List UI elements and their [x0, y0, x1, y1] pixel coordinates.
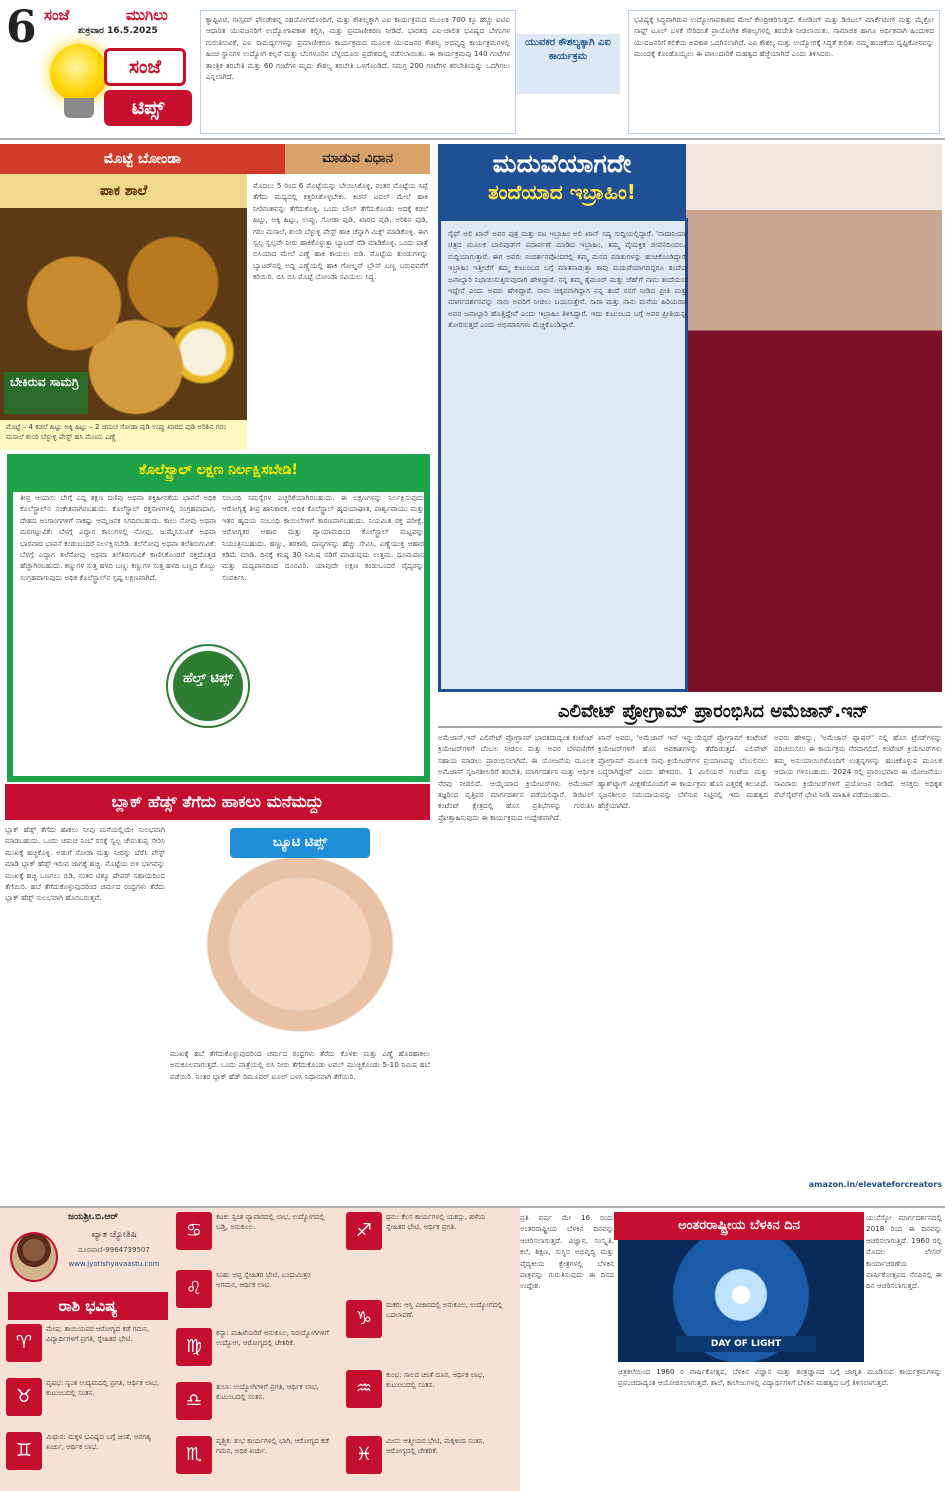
astrologer-avatar: [10, 1232, 58, 1282]
horoscope-sign-simha: [176, 1270, 334, 1308]
ingredients-list: ಮೊಟ್ಟೆ – 4 ಕಡಲೆ ಹಿಟ್ಟು ಅಕ್ಕಿ ಹಿಟ್ಟು – 2 ಚಮಚ ಸೋಡಾ ಪುಡಿ ಉಪ್ಪು ಖಾರದ ಪುಡಿ ಅರಿಶಿನ ಗರಂ ಮಸಾಲೆ ಶುಂಠಿ ಬೆಳ್ಳುಳ್ಳಿ ಪೇಸ್ಟ್ ಹಸಿ ಮೆಣಸು ಎಣ್ಣೆ: [0, 420, 247, 450]
horoscope-sign-dhanu: [346, 1212, 504, 1250]
top-news-column-2: ಭವಿಷ್ಯಕ್ಕೆ ಸಿದ್ಧವಾಗಿರುವ ಉದ್ಯೋಗಾವಕಾಶದ ಮೇಲೆ ಕೇಂದ್ರೀಕರಿಸುತ್ತದೆ. ಕೋಡಿಂಗ್ ಮತ್ತು ಡಿಜಿಟಲ್ ಮಾರ್ಕೆಟಿಂಗ್ ಮತ್ತು ಮೈಕ್ರೋ ಸಾಫ್ಟ್ ಟೂಲ್ ಬಳಕೆ ಸೇರಿದಂತೆ ಪ್ರಾಯೋಗಿಕ ಕೌಶಲ್ಯಗಳಲ್ಲಿ ತರಬೇತಿ ನೀಡಲಾಯಿತು. ಸಾಮಾಜಿಕ ಹಾಗೂ ಆರ್ಥಿಕವಾಗಿ ಹಿಂದುಳಿದ ಯುವಜನರಿಗೆ ಕಲಿಕೆಯ ಅವಕಾಶ ಒದಗಿಸಲಾಗಿದೆ. ಎಐ ಕೌಶಲ್ಯ ಮತ್ತು ಉದ್ಯೋಗಕ್ಕೆ ಸಿದ್ಧತೆ ಕುರಿತು ನಮ್ಮ ಹಂಚಿಕೆಯ ದೃಷ್ಟಿಕೋನವನ್ನು ಮುಂದಕ್ಕೆ ಕೊಂಡೊಯ್ಯಲು ಈ ಪಾಲುದಾರಿಕೆ ಮಹತ್ವದ ಹೆಜ್ಜೆಯಾಗಿದೆ ಎಂದು ತಿಳಿಸಿದರು.: [628, 10, 940, 134]
horoscope-text: ವೃಷಭ: ಸ್ವಂತ ಉದ್ಯಮದಲ್ಲಿ ಪ್ರಗತಿ, ಆರ್ಥಿಕ ಲಾಭ, ಕುಟುಂಬದಲ್ಲಿ ಸಂತಸ.: [46, 1379, 160, 1397]
horoscope-text: ಮಕರ: ಆಸ್ತಿ ವಿಚಾರದಲ್ಲಿ ಅನುಕೂಲ, ಉದ್ಯೋಗದಲ್ಲಿ ಬದಲಾವಣೆ.: [386, 1301, 503, 1319]
amazon-column-1: ಅಮೆಜಾನ್.ಇನ್ ಎಲಿವೇಟ್ ಪ್ರೋಗ್ರಾಮ್ ಭಾರತದಾದ್ಯಂತ ಕಂಟೆಂಟ್ ಕ್ರಿಯೇಟರ್‌ಗಳಿಗೆ ಬೆಂಬಲ ನೀಡಲು ಮತ್ತು ಅವರ ಬೆಳವಣಿಗೆಗೆ ಸಹಾಯ ಮಾಡಲು ಪ್ರಾರಂಭಿಸಲಾಗಿದೆ. ಈ ಯೋಜನೆಯ ಮೂಲಕ ಅಮೆಜಾನ್ ಸೃಜನಶೀಲರಿಗೆ ತರಬೇತಿ, ಮಾರ್ಗದರ್ಶನ ಮತ್ತು ಆರ್ಥಿಕ ನೆರವು ನೀಡಲಿದೆ. ಆಯ್ಕೆಯಾದ ಕ್ರಿಯೇಟರ್‌ಗಳು ಅಮೆಜಾನ್ ತಜ್ಞರಿಂದ ವೃತ್ತಿಪರ ಮಾರ್ಗದರ್ಶನ ಪಡೆಯಲಿದ್ದಾರೆ. ಡಿಜಿಟಲ್ ಕಂಟೆಂಟ್ ಕ್ಷೇತ್ರದಲ್ಲಿ ಹೊಸ ಪ್ರತಿಭೆಗಳನ್ನು ಗುರುತಿಸಿ ಪ್ರೋತ್ಸಾಹಿಸುವುದು ಈ ಕಾರ್ಯಕ್ರಮದ ಉದ್ದೇಶವಾಗಿದೆ.: [438, 733, 594, 822]
gemini-icon: ♊: [6, 1432, 42, 1470]
horoscope-sign-mesha: [6, 1324, 164, 1362]
horoscope-sign-vrishabha: [6, 1378, 164, 1416]
horoscope-sign-kataka: [176, 1212, 334, 1250]
amazon-link[interactable]: amazon.in/elevateforcreators: [808, 1180, 942, 1189]
horoscope-sign-kumbha: [346, 1370, 504, 1408]
light-day-column-1: ಪ್ರತಿ ವರ್ಷ ಮೇ 16 ರಂದು ಅಂತರರಾಷ್ಟ್ರೀಯ ಬೆಳಕಿನ ದಿನವನ್ನು ಆಚರಿಸಲಾಗುತ್ತದೆ. ವಿಜ್ಞಾನ, ಸಂಸ್ಕೃತಿ, ಕಲೆ, ಶಿಕ್ಷಣ, ಸುಸ್ಥಿರ ಅಭಿವೃದ್ಧಿ ಮತ್ತು ವೈದ್ಯಕೀಯ ಕ್ಷೇತ್ರಗಳಲ್ಲಿ ಬೆಳಕಿನ ಪಾತ್ರವನ್ನು ಗುರುತಿಸುವುದು ಈ ದಿನದ ಉದ್ದೇಶ.: [520, 1213, 614, 1291]
blackheads-column-2: ಮುಖಕ್ಕೆ ಹಬೆ ತೆಗೆದುಕೊಳ್ಳುವುದರಿಂದ ಚರ್ಮದ ರಂಧ್ರಗಳು ತೆರೆದು ಕೊಳಕು ಮತ್ತು ಎಣ್ಣೆ ಹೊರಹಾಕಲು ಅನುಕೂಲವಾಗುತ್ತದೆ. ಒಂದು ಪಾತ್ರೆಯಲ್ಲಿ ಬಿಸಿ ನೀರು ತೆಗೆದುಕೊಂಡು ಟವಲ್ ಮುಚ್ಚಿಕೊಂಡು 5-10 ನಿಮಿಷ ಹಬೆ ಪಡೆಯಿರಿ. ನಂತರ ಬ್ಲಾಕ್ ಹೆಡ್ ರಿಮೂವರ್ ಟೂಲ್ ಬಳಸಿ ನಿಧಾನವಾಗಿ ತೆಗೆಯಿರಿ.: [170, 1049, 430, 1081]
snack-method-text: ಮೊದಲು 5 ರಿಂದ 6 ಮೊಟ್ಟೆಯನ್ನು ಬೇಯಿಸಿಕೊಳ್ಳಿ, ನಂತರ ಮೊಟ್ಟೆಯ ಸಿಪ್ಪೆ ತೆಗೆದು ಮಧ್ಯದಲ್ಲಿ ಕತ್ತರಿಸಿಕೊಳ್ಳಬೇಕು. ಕಿಚನ್ ಟವಲ್ ಮೇಲೆ ಹಾಕಿ ನೀರಿನಂಶವನ್ನು ತೆಗೆದುಕೊಳ್ಳಿ. ಒಂದು ಬೌಲ್ ತೆಗೆದುಕೊಂಡು ಅದಕ್ಕೆ ಕಡಲೆ ಹಿಟ್ಟು, ಅಕ್ಕಿ ಹಿಟ್ಟು, ಉಪ್ಪು, ಸೋಡಾ ಪುಡಿ, ಖಾರದ ಪುಡಿ, ಅರಿಶಿನ ಪುಡಿ, ಗರಂ ಮಸಾಲೆ, ಶುಂಠಿ ಬೆಳ್ಳುಳ್ಳಿ ಪೇಸ್ಟ್ ಹಾಕಿ ಚೆನ್ನಾಗಿ ಮಿಕ್ಸ್ ಮಾಡಿಕೊಳ್ಳಿ. ಈಗ ಸ್ವಲ್ಪ ಸ್ವಲ್ಪವೇ ನೀರು ಹಾಕಿಕೊಳ್ಳುತ್ತಾ ಬ್ಯಾಟರ್ ರೆಡಿ ಮಾಡಿಕೊಳ್ಳಿ. ಒಂದು ಪಾತ್ರೆ ಬಿಸಿಯಾದ ಮೇಲೆ ಎಣ್ಣೆ ಹಾಕಿ ಕಾಯಲು ಬಿಡಿ. ಮೊಟ್ಟೆಯ ತುಂಡುಗಳನ್ನು ಬ್ಯಾಟರ್‌ನಲ್ಲಿ ಅದ್ದಿ ಎಣ್ಣೆಯಲ್ಲಿ ಹಾಕಿ ಗೋಲ್ಡನ್ ಬ್ರೌನ್ ಬಣ್ಣ ಬರುವವರೆಗೆ ಕರಿಯಿರಿ. ಬಿಸಿ ಬಿಸಿ ಮೊಟ್ಟೆ ಬೋಂಡಾ ಸವಿಯಲು ಸಿದ್ಧ.: [253, 181, 428, 282]
scorpio-icon: ♏: [176, 1436, 212, 1474]
ibrahim-headline: ಮದುವೆಯಾಗದೇ: [438, 144, 686, 218]
ibrahim-article: ಸೈಫ್ ಅಲಿ ಖಾನ್ ಅವರ ಪುತ್ರ ಮತ್ತು ನಟ ಇಬ್ರಾಹಿಂ ಅಲಿ ಖಾನ್ ಸದ್ಯ ಸುದ್ದಿಯಲ್ಲಿದ್ದಾರೆ. 'ನಾದಾನಿಯಾ' ಚಿತ್ರದ ಮೂಲಕ ಬಾಲಿವುಡ್‌ಗೆ ಪದಾರ್ಪಣೆ ಮಾಡಿದ ಇಬ್ರಾಹಿಂ, ತಮ್ಮ ವೈಯಕ್ತಿಕ ಜೀವನದಿಂದಲೂ ಸುದ್ದಿಯಾಗುತ್ತಾರೆ. ಈಗ ಅವರು ಸಂದರ್ಶನವೊಂದರಲ್ಲಿ ತಮ್ಮ ಮನದ ಮಾತುಗಳನ್ನು ಹಂಚಿಕೊಂಡಿದ್ದಾರೆ. ಇಬ್ರಾಹಿಂ ಇತ್ತೀಚೆಗೆ ತಮ್ಮ ಕುಟುಂಬದ ಬಗ್ಗೆ ಮಾತನಾಡುತ್ತಾ ತಾವು ಮದುವೆಯಾಗದಿದ್ದರೂ ತಂದೆಯ ಜವಾಬ್ದಾರಿ ನಿಭಾಯಿಸುತ್ತಿರುವುದಾಗಿ ಹೇಳಿದ್ದಾರೆ. ನನ್ನ ತಮ್ಮ ತೈಮೂರ್ ಮತ್ತು ಜೆಹ್‌ಗೆ ನಾನು ತಂದೆಯಂತೆ ಇದ್ದೇನೆ ಎಂದು ಅವರು ಹೇಳಿದ್ದಾರೆ. ನಾನು ಚಿಕ್ಕವನಾಗಿದ್ದಾಗ ನನ್ನ ತಂದೆ ನನಗೆ ನೀಡಿದ ಪ್ರೀತಿ ಮತ್ತು ಮಾರ್ಗದರ್ಶನವನ್ನು ನಾನು ಅವರಿಗೆ ನೀಡಲು ಬಯಸುತ್ತೇನೆ. ಸಾರಾ ಮತ್ತು ನಾನು ಮನೆಯ ಹಿರಿಯರಾಗಿ ಅವರ ಜವಾಬ್ದಾರಿ ಹೊತ್ತಿದ್ದೇವೆ ಎಂದು ಇಬ್ರಾಹಿಂ ತಿಳಿಸಿದ್ದಾರೆ. ಇದು ಕುಟುಂಬದ ಬಗ್ಗೆ ಅವರ ಪ್ರೀತಿಯನ್ನು ತೋರಿಸುತ್ತದೆ ಎಂದು ಅಭಿಮಾನಿಗಳು ಮೆಚ್ಚಿಕೊಂಡಿದ್ದಾರೆ.: [448, 229, 688, 330]
ibrahim-subheadline: ತಂದೆಯಾದ ಇಬ್ರಾಹಿಂ!: [488, 180, 636, 204]
ibrahim-photo: [680, 144, 942, 692]
horoscope-text: ಕುಂಭ: ಸಾಲದ ಚಿಂತೆ ದೂರ, ಆರ್ಥಿಕ ಲಾಭ, ಕುಟುಂಬದಲ್ಲಿ ಸಂತಸ.: [386, 1371, 485, 1389]
horoscope-text: ವೃಶ್ಚಿಕ: ಶುಭ ಕಾರ್ಯಗಳಲ್ಲಿ ಭಾಗಿ, ಆರೋಗ್ಯದ ಕಡೆ ಗಮನ, ಅಧಿಕ ಖರ್ಚು.: [216, 1437, 329, 1455]
amazon-column-3: ಅವರು ಹೇಳಿದ್ದು, 'ಅಮೆಜಾನ್ ಫ್ಯಾಷನ್' ನಲ್ಲಿ ಹೊಸ ಟ್ರೆಂಡ್‌ಗಳನ್ನು ಪರಿಚಯಿಸಲು ಈ ಕಾರ್ಯಕ್ರಮ ನೆರವಾಗಲಿದೆ. ಕಂಟೆಂಟ್ ಕ್ರಿಯೇಟರ್‌ಗಳು ತಮ್ಮ ಅನುಯಾಯಿಗಳೊಂದಿಗೆ ಉತ್ಪನ್ನಗಳನ್ನು ಹಂಚಿಕೊಳ್ಳುವ ಮೂಲಕ ಆದಾಯ ಗಳಿಸಬಹುದು. 2024 ರಲ್ಲಿ ಪ್ರಾರಂಭವಾದ ಈ ಯೋಜನೆಯು ಸಾವಿರಾರು ಕ್ರಿಯೇಟರ್‌ಗಳಿಗೆ ಪ್ರಯೋಜನ ನೀಡಿದೆ. ಆಸಕ್ತರು ಅಧಿಕೃತ ವೆಬ್‌ಸೈಟ್‌ಗೆ ಭೇಟಿ ನೀಡಿ ಮಾಹಿತಿ ಪಡೆಯಬಹುದು.: [774, 733, 942, 800]
taurus-icon: ♉: [6, 1378, 42, 1416]
light-day-caption: DAY OF LIGHT: [676, 1336, 816, 1352]
page-number: 6: [6, 2, 37, 53]
horoscope-sign-meena: [346, 1436, 504, 1474]
header-divider: [0, 138, 945, 140]
health-tips-badge: ಹೆಲ್ತ್ ಟಿಪ್ಸ್: [168, 646, 248, 726]
tips-subtitle: ಟಿಪ್ಸ್: [104, 90, 192, 126]
blackheads-column-1: ಬ್ಲಾಕ್ ಹೆಡ್ಸ್ ತೆಗೆದು ಹಾಕಲು ನೀವು ಮನೆಯಲ್ಲಿಯೇ ಸುಲಭವಾಗಿ ಮಾಡಬಹುದು. ಒಂದು ಚಮಚ ನಿಂಬೆ ರಸಕ್ಕೆ ಸ್ವಲ್ಪ ಜೇನುತುಪ್ಪ ಸೇರಿಸಿ ಮುಖಕ್ಕೆ ಹಚ್ಚಿಕೊಳ್ಳಿ. ಅಡುಗೆ ಸೋಡಾ ಮತ್ತು ನೀರನ್ನು ಬೆರೆಸಿ ಪೇಸ್ಟ್ ಮಾಡಿ ಬ್ಲಾಕ್ ಹೆಡ್ಸ್ ಇರುವ ಜಾಗಕ್ಕೆ ಹಚ್ಚಿ. ಮೊಟ್ಟೆಯ ಬಿಳಿ ಭಾಗವನ್ನು ಮುಖಕ್ಕೆ ಹಚ್ಚಿ ಒಣಗಲು ಬಿಡಿ, ನಂತರ ಟಿಶ್ಯೂ ಪೇಪರ್ ಸಹಾಯದಿಂದ ತೆಗೆಯಿರಿ. ಹಬೆ ತೆಗೆದುಕೊಳ್ಳುವುದರಿಂದ ಚರ್ಮದ ರಂಧ್ರಗಳು ತೆರೆದು ಬ್ಲಾಕ್ ಹೆಡ್ಸ್ ಸುಲಭವಾಗಿ ಹೊರಬರುತ್ತವೆ.: [5, 825, 165, 903]
youth-ai-box: ಯುವಕರ ಕೌಶಲ್ಯಕ್ಕಾಗಿ ಎಐ ಕಾರ್ಯಕ್ರಮ: [516, 34, 620, 94]
horoscope-text: ಮೀನ: ಆತ್ಮೀಯರ ಭೇಟಿ, ಮಕ್ಕಳಿಂದ ಸಂತಸ, ಆರೋಗ್ಯದಲ್ಲಿ ಚೇತರಿಕೆ.: [386, 1437, 485, 1455]
dateline: ಶುಕ್ರವಾರ 16.5.2025: [78, 26, 158, 36]
cancer-icon: ♋: [176, 1212, 212, 1250]
astrologer-name: ಜಯಶ್ರೀ.ಬಿ.ಆರ್: [67, 1212, 119, 1222]
horoscope-heading: ರಾಶಿ ಭವಿಷ್ಯ: [8, 1292, 168, 1320]
capricorn-icon: ♑: [346, 1300, 382, 1338]
astrologer-phone: ದೂರವಾಣಿ-9964739507: [78, 1246, 150, 1254]
cholesterol-column-1: ತೀವ್ರ ಆಯಾಸ: ಬೇಗ್ಗೆ ಎದ್ದ ತಕ್ಷಣ ದಣಿವು ಅಥವಾ ಶಕ್ತಿಹೀನತೆಯ ಭಾವನೆ ಅಧಿಕ ಕೊಲೆಸ್ಟ್ರಾಲ್‌ನ ಸಂಕೇತವಾಗಿರಬಹುದು. ಕೊಲೆಸ್ಟ್ರಾಲ್ ರಕ್ತನಾಳಗಳಲ್ಲಿ ಸಂಗ್ರಹವಾದಾಗ, ದೇಹದ ಅಂಗಾಂಗಗಳಿಗೆ ಸಾಕಷ್ಟು ಆಮ್ಲಜನಕ ಸಿಗದಿರಬಹುದು. ಕಾಲು ನೋವು ಅಥವಾ ಮರಗಟ್ಟುವಿಕೆ: ಬೆಳಗ್ಗೆ ಎದ್ದಾಗ ಕಾಲುಗಳಲ್ಲಿ ನೋವು, ಜುಮ್ಮೆನಿಸುವಿಕೆ ಅಥವಾ ಭಾರವಾದ ಭಾವನೆ ಕಂಡುಬಂದರೆ ನಿರ್ಲಕ್ಷಿಸಬೇಡಿ. ತಲೆನೋವು ಅಥವಾ ತಲೆತಿರುಗುವಿಕೆ: ಬೆಳಗ್ಗೆ ಎದ್ದಾಗ ತಲೆನೋವು ಅಥವಾ ತಲೆತಿರುಗುವಿಕೆ ಕಾಣಿಸಿಕೊಂಡರೆ ರಕ್ತದೊತ್ತಡ ಹೆಚ್ಚಾಗಿರಬಹುದು. ಕಣ್ಣುಗಳ ಸುತ್ತ ಹಳದಿ ಬಣ್ಣ: ಕಣ್ಣುಗಳ ಸುತ್ತ ಹಳದಿ ಬಣ್ಣದ ಕೊಬ್ಬು ಸಂಗ್ರಹವಾಗುವುದು ಅಧಿಕ ಕೊಲೆಸ್ಟ್ರಾಲ್‌ನ ಸ್ಪಷ್ಟ ಲಕ್ಷಣವಾಗಿದೆ.: [20, 493, 216, 582]
brand-name-part2: ಮುಗಿಲು: [126, 6, 168, 24]
pisces-icon: ♓: [346, 1436, 382, 1474]
aquarius-icon: ♒: [346, 1370, 382, 1408]
astrologer-title: ಖ್ಯಾತ ಜ್ಯೋತಿಷಿ: [91, 1230, 137, 1240]
horoscope-sign-mithuna: [6, 1432, 164, 1470]
snack-title: ಮೊಟ್ಟೆ ಬೋಂಡಾ: [0, 144, 285, 174]
snack-method-label: ಮಾಡುವ ವಿಧಾನ: [285, 144, 430, 174]
ingredients-label: ಬೇಕಿರುವ ಸಾಮಗ್ರಿ: [4, 372, 88, 414]
lightbulb-base-icon: [64, 98, 94, 118]
lightbulb-icon: [50, 44, 108, 102]
tips-title: ಸಂಜೆ: [104, 48, 186, 86]
virgo-icon: ♍: [176, 1328, 212, 1366]
horoscope-text: ಸಿಂಹ: ಆಪ್ತ ಸ್ನೇಹಿತರ ಭೇಟಿ, ಬಂಧುಮಿತ್ರರ ಆಗಮನ, ಆರ್ಥಿಕ ಲಾಭ.: [216, 1271, 311, 1289]
sagittarius-icon: ♐: [346, 1212, 382, 1250]
horoscope-sign-vrischika: [176, 1436, 334, 1474]
kitchen-label: ಪಾಕ ಶಾಲೆ: [0, 174, 247, 208]
cholesterol-column-2: ಸಂಬಂಧಿ ಸಮಸ್ಯೆಗಳ ಎಚ್ಚರಿಕೆಯಾಗಿರಬಹುದು. ಈ ಲಕ್ಷಣಗಳನ್ನು ನಿರ್ಲಕ್ಷಿಸುವುದು ಆರೋಗ್ಯಕ್ಕೆ ತೀವ್ರ ಹಾನಿಕಾರಕ. ಅಧಿಕ ಕೊಲೆಸ್ಟ್ರಾಲ್ ಹೃದಯಾಘಾತ, ಪಾರ್ಶ್ವವಾಯು ಮತ್ತು ಇತರ ಹೃದಯ ಸಂಬಂಧಿ ಕಾಯಿಲೆಗಳಿಗೆ ಕಾರಣವಾಗಬಹುದು. ನಿಯಮಿತ ರಕ್ತ ಪರೀಕ್ಷೆ, ಆರೋಗ್ಯಕರ ಆಹಾರ ಮತ್ತು ವ್ಯಾಯಾಮದಿಂದ ಕೊಲೆಸ್ಟ್ರಾಲ್ ಮಟ್ಟವನ್ನು ನಿಯಂತ್ರಿಸಬಹುದು. ಹಣ್ಣು, ತರಕಾರಿ, ಧಾನ್ಯಗಳನ್ನು ಹೆಚ್ಚು ಸೇವಿಸಿ, ಎಣ್ಣೆಯುಕ್ತ ಆಹಾರ ಕಡಿಮೆ ಮಾಡಿ. ದಿನಕ್ಕೆ ಕನಿಷ್ಠ 30 ನಿಮಿಷ ನಡಿಗೆ ಮಾಡುವುದು ಉತ್ತಮ. ಧೂಮಪಾನ ಮತ್ತು ಮದ್ಯಪಾನದಿಂದ ದೂರವಿರಿ. ಯಾವುದೇ ಲಕ್ಷಣ ಕಂಡುಬಂದರೆ ವೈದ್ಯರನ್ನು ಸಂಪರ್ಕಿಸಿ.: [222, 493, 424, 582]
light-day-body: ಚಿತ್ರಕಲೆಯಿಂದ 1960 ರ ವಾರ್ಷಿಕೋತ್ಸವ, ಬೆಳಕಿನ ವಿಜ್ಞಾನ ಮತ್ತು ತಂತ್ರಜ್ಞಾನದ ಬಗ್ಗೆ ಜಾಗೃತಿ ಮೂಡಿಸುವ ಕಾರ್ಯಕ್ರಮಗಳನ್ನು ಪ್ರಪಂಚದಾದ್ಯಂತ ಆಯೋಜಿಸಲಾಗುತ್ತದೆ. ಶಾಲೆ, ಕಾಲೇಜುಗಳಲ್ಲಿ ವಿದ್ಯಾರ್ಥಿಗಳಿಗೆ ಬೆಳಕಿನ ಮಹತ್ವದ ಬಗ್ಗೆ ತಿಳಿಸಲಾಗುತ್ತದೆ.: [618, 1367, 942, 1388]
horoscope-sign-makara: [346, 1300, 504, 1338]
leo-icon: ♌: [176, 1270, 212, 1308]
cholesterol-title: ಕೊಲೆಸ್ಟ್ರಾಲ್ ಲಕ್ಷಣ ನಿರ್ಲಕ್ಷಿಸಬೇಡಿ!: [7, 454, 430, 486]
libra-icon: ♎: [176, 1382, 212, 1420]
light-day-column-2: ಯುನೆಸ್ಕೋ ಮಾರ್ಗದರ್ಶನದಲ್ಲಿ 2018 ರಿಂದ ಈ ದಿನವನ್ನು ಆಚರಿಸಲಾಗುತ್ತಿದೆ. 1960 ರಲ್ಲಿ ಮೊದಲ ಲೇಸರ್ ಕಾರ್ಯಾಚರಣೆಯ ವಾರ್ಷಿಕೋತ್ಸವದ ನೆನಪಿನಲ್ಲಿ ಈ ದಿನ ಆಚರಿಸಲಾಗುತ್ತದೆ.: [866, 1213, 942, 1291]
amazon-column-2: ಖಾನ್ ಅವರು, 'ಅಮೆಜಾನ್ ಇನ್ ಇನ್ಫ್ಲುಯೆನ್ಸರ್ ಪ್ರೋಗ್ರಾಮ್ ಕಂಟೆಂಟ್ ಕ್ರಿಯೇಟರ್‌ಗಳಿಗೆ ಹೊಸ ಅವಕಾಶಗಳನ್ನು ತೆರೆದಿಡುತ್ತದೆ. ಎಲಿವೇಟ್ ಪ್ರೋಗ್ರಾಮ್ ಮೂಲಕ ನಾವು ಕ್ರಿಯೇಟರ್‌ಗಳ ಪ್ರಯಾಣವನ್ನು ಬೆಂಬಲಿಸಲು ಬದ್ಧರಾಗಿದ್ದೇವೆ' ಎಂದು ಹೇಳಿದರು. 1 ಮಿಲಿಯನ್ ಗಂಟೆಯ ಮತ್ತು ಹ್ಯಾಶ್‌ಟ್ಯಾಗ್ ವೀಕ್ಷಣೆಯೊಂದಿಗೆ ಈ ಕಾರ್ಯಕ್ರಮ ಹೊಸ ಎತ್ತರಕ್ಕೆ ತಲುಪಿದೆ. ಸೃಜನಶೀಲರ ಸಮುದಾಯವನ್ನು ಬೆಳೆಸುವ ನಿಟ್ಟಿನಲ್ಲಿ ಇದು ಮಹತ್ವದ ಹೆಜ್ಜೆಯಾಗಿದೆ.: [598, 733, 768, 811]
horoscope-text: ಮೇಷ: ತಾಯಿಯವರ ಆರೋಗ್ಯದ ಕಡೆ ಗಮನ, ವಿದ್ಯಾರ್ಥಿಗಳಿಗೆ ಪ್ರಗತಿ, ಸ್ನೇಹಿತರ ಭೇಟಿ.: [46, 1325, 150, 1343]
beauty-tips-tag: ಬ್ಯೂಟಿ ಟಿಪ್ಸ್: [230, 828, 370, 858]
blackheads-title: ಬ್ಲಾಕ್ ಹೆಡ್ಸ್ ತೆಗೆದು ಹಾಕಲು ಮನೆಮದ್ದು: [5, 784, 430, 820]
astrologer-website[interactable]: www.jyotishyavaastu.com: [68, 1260, 160, 1268]
brand-name-part1: ಸಂಜೆ: [44, 6, 70, 24]
amazon-headline: ಎಲಿವೇಟ್ ಪ್ರೋಗ್ರಾಮ್ ಪ್ರಾರಂಭಿಸಿದ ಅಮೆಜಾನ್.ಇನ್: [438, 696, 942, 728]
horoscope-sign-kanya: [176, 1328, 334, 1366]
horoscope-text: ಮಿಥುನ: ಮಕ್ಕಳ ಭವಿಷ್ಯದ ಬಗ್ಗೆ ಚಿಂತೆ, ಅನಗತ್ಯ ಖರ್ಚು, ಆರ್ಥಿಕ ಲಾಭ.: [46, 1433, 151, 1451]
horoscope-text: ತುಲಾ: ಉದ್ಯೋಗಿಗಳಿಗೆ ಪ್ರಗತಿ, ಆರ್ಥಿಕ ಲಾಭ, ಕುಟುಂಬದಲ್ಲಿ ಸಂತಸ.: [216, 1383, 319, 1401]
horoscope-text: ಕನ್ಯಾ: ಮಹಿಳೆಯರಿಗೆ ಅನುಕೂಲ, ನಿರುದ್ಯೋಗಿಗಳಿಗೆ ಉದ್ಯೋಗ, ಆರೋಗ್ಯದಲ್ಲಿ ಚೇತರಿಕೆ.: [216, 1329, 329, 1347]
aries-icon: ♈: [6, 1324, 42, 1362]
horoscope-text: ಧನು: ಕೆಲಸ ಕಾರ್ಯಗಳಲ್ಲಿ ಯಶಸ್ಸು, ಹಳೆಯ ಸ್ನೇಹಿತರ ಭೇಟಿ, ಆರ್ಥಿಕ ಪ್ರಗತಿ.: [386, 1213, 486, 1231]
light-day-heading: ಅಂತರರಾಷ್ಟ್ರೀಯ ಬೆಳಕಿನ ದಿನ: [614, 1212, 864, 1240]
top-news-column-1: ಕ್ಯಾಪ್ಟಿವಿಟಿ, ಸಾಸ್ಸಮ್ ಫೌಂಡೇಶನ್ನ ಸಹಯೋಗದೊಂದಿಗೆ, ಮತ್ತು ಕೌಶಲ್ಯಕ್ಕಾಗಿ ಎಐ ಕಾರ್ಯಕ್ರಮದ ಮೂಲಕ 700 ಕ್ಕೂ ಹೆಚ್ಚು ಐಟಿಐ ಆಧಾರಿತ ಯುವಜನರಿಗೆ ಉದ್ಯೋಗಾವಕಾಶ ಕಲ್ಪಿಸಿ, ಮತ್ತು ಪ್ರಮಾಣೀಕರಣ ನೀಡಿದೆ. ಭಾರತದ ಎಐ-ಚಾಲಿತ ಭವಿಷ್ಯದ ಬೇಗುಗಳ ಗುರುತಿಸುವಿಕೆ, ಎಐ ಸಾಮರ್ಥ್ಯಗಳನ್ನು ಪ್ರಮಾಣೀಕರಣ ಕಾರ್ಯಕ್ರಮದ ಮೂಲಕ ಯುವಜನರ ಕೌಶಲ್ಯ ಅಭಿವೃದ್ಧಿ ಕಾರ್ಯಕ್ರಮಗಳಲ್ಲಿ ಹಿಂಚ ಸ್ಥಾನಗಳ ಉದ್ಯೋಗ ಕಲ್ಪನೆ ಮತ್ತು ಬೆಂಗಳೂರಿನ ಬೆಳ್ಳಂದೂರು ಪ್ರದೇಶದಲ್ಲಿ ನಡೆಸಲಾಯಿತು. ಈ ಕಾರ್ಯಕ್ರಮವು 140 ಗಂಟೆಗಳ ತಾಂತ್ರಿಕ ತರಬೇತಿ ಮತ್ತು 60 ಗಂಟೆಗಳ ಮೃದು ಕೌಶಲ್ಯ ತರಬೇತಿ ಒಳಗೊಂಡಿದೆ. ಸಮಗ್ರ 200 ಗಂಟೆಗಳ ತರಬೇತಿಯನ್ನು ಒದಗಿಸಲು ಎನ್ನಲಾಗಿದೆ.: [200, 10, 516, 134]
horoscope-text: ಕಟಕ: ಸ್ವಂತ ವ್ಯಾಪಾರದಲ್ಲಿ ಲಾಭ, ಉದ್ಯೋಗದಲ್ಲಿ ಬಡ್ತಿ, ಅನುಕೂಲ.: [216, 1213, 325, 1231]
horoscope-sign-tula: [176, 1382, 334, 1420]
